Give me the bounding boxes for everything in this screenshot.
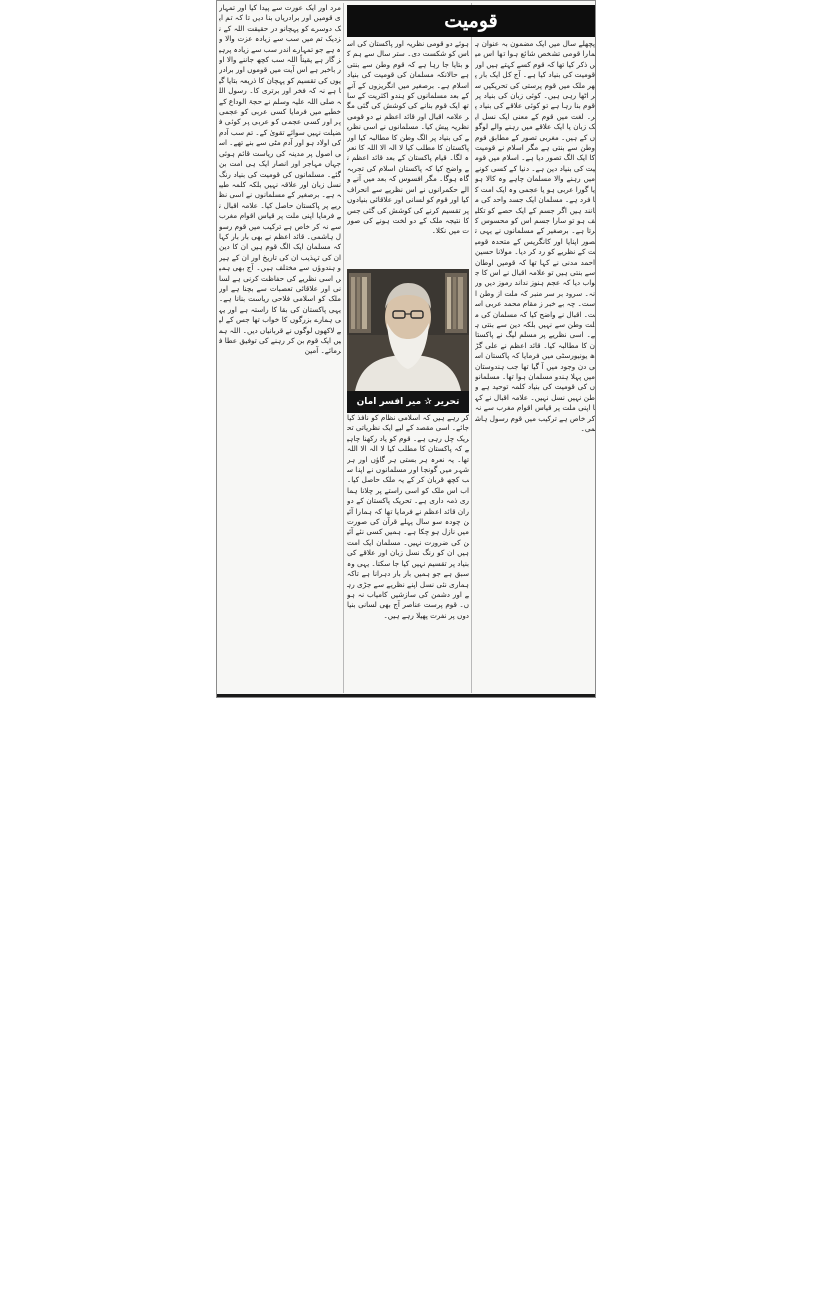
bottom-border-rule <box>217 694 595 697</box>
article-column-middle-lower <box>347 413 469 695</box>
column-divider <box>343 3 344 693</box>
article-body-left: مرد اور ایک عورت سے پیدا کیا اور تمہاری قومیں اور برادریاں بنا دیں تا کہ تم ایک دوسرے کو پہچانو در حقیقت اللہ کے نزدیک تم میں سب سے زیادہ عزت والا وہ ہے جو تمہارے اندر سب سے زیادہ پرہیز گار ہے یقیناً اللہ سب کچھ جاننے والا اور باخبر ہے اس آیت میں قوموں اور برادریوں کی تقسیم کو پہچان کا ذریعہ بتایا گیا ہے نہ کہ فخر اور برتری کا۔ رسول اللہ صلی اللہ علیہ وسلم نے حجۃ الوداع کے خطبے میں فرمایا کسی عربی کو عجمی پر اور کسی عجمی کو عربی پر کوئی فضیلت نہیں سوائے تقویٰ کے۔ تم سب آدم کی اولاد ہو اور آدم مٹی سے بنے تھے۔ اسی اصول پر مدینہ کی ریاست قائم ہوئی جہاں مہاجر اور انصار ایک ہی امت بن گئے۔ مسلمانوں کی قومیت کی بنیاد رنگ نسل زبان اور علاقہ نہیں بلکہ کلمہ طیبہ ہے۔ برصغیر کے مسلمانوں نے اسی نظریے پر پاکستان حاصل کیا۔ علامہ اقبال نے فرمایا اپنی ملت پر قیاس اقوام مغرب سے نہ کر خاص ہے ترکیب میں قوم رسول ہاشمی۔ قائد اعظم نے بھی بار بار کہا کہ مسلمان ایک الگ قوم ہیں ان کا دین ان کی تہذیب ان کی تاریخ اور ان کے ہیرو ہندوؤں سے مختلف ہیں۔ آج بھی ہمیں اسی نظریے کی حفاظت کرنی ہے لسانی اور علاقائی تعصبات سے بچنا ہے اور ملک کو اسلامی فلاحی ریاست بنانا ہے۔ یہی پاکستان کی بقا کا راستہ ہے اور یہی ہمارے بزرگوں کا خواب تھا جس کے لیے لاکھوں لوگوں نے قربانیاں دیں۔ اللہ ہمیں ایک قوم بن کر رہنے کی توفیق عطا فرمائے۔ آمین <box>219 3 341 356</box>
article-title: قومیت <box>444 10 498 32</box>
author-portrait-image <box>347 269 469 391</box>
article-column-right <box>475 39 595 695</box>
author-byline: تحریر ✰ میر افسر امان <box>347 391 469 413</box>
article-body-right: پچھلے سال میں ایک مضمون بہ عنوان ہمارا قومی تشخص شائع ہوا تھا اس میں ذکر کیا تھا کہ قوم کسے کہتے ہیں اور قومیت کی بنیاد کیا ہے۔ آج کل ایک بار پھر ملک میں قوم پرستی کی تحریکیں سر اٹھا رہی ہیں۔ کوئی زبان کی بنیاد پر قوم بنا رہا ہے تو کوئی علاقے کی بنیاد پر۔ لغت میں قوم کے معنی ایک نسل ایک زبان یا ایک علاقے میں رہنے والے لوگوں کے ہیں۔ مغربی تصور کے مطابق قوم وطن سے بنتی ہے مگر اسلام نے قومیت کا ایک الگ تصور دیا ہے۔ اسلام میں قومیت کی بنیاد دین ہے۔ دنیا کے کسی کونے میں رہنے والا مسلمان چاہے وہ کالا ہو یا گورا عربی ہو یا عجمی وہ ایک امت کا فرد ہے۔ مسلمان ایک جسد واحد کی مانند ہیں اگر جسم کے ایک حصے کو تکلیف ہو تو سارا جسم اس کو محسوس کرتا ہے۔ برصغیر کے مسلمانوں نے یہی تصور اپنایا اور کانگریس کے متحدہ قومیت کے نظریے کو رد کر دیا۔ مولانا حسین احمد مدنی نے کہا تھا کہ قومیں اوطان سے بنتی ہیں تو علامہ اقبال نے اس کا جواب دیا کہ عجم ہنوز نداند رموز دیں ورنہ۔ سرود بر سر منبر کہ ملت از وطن است۔ چہ بے خبر ز مقام محمد عربی است۔ اقبال نے واضح کیا کہ مسلمان کی ملت وطن سے نہیں بلکہ دین سے بنتی ہے۔ اسی نظریے پر مسلم لیگ نے پاکستان کا مطالبہ کیا۔ قائد اعظم نے علی گڑھ یونیورسٹی میں فرمایا کہ پاکستان اسی دن وجود میں آ گیا تھا جب ہندوستان میں پہلا ہندو مسلمان ہوا تھا۔ مسلمانوں کی قومیت کی بنیاد کلمہ توحید ہے وطن نہیں نسل نہیں۔ علامہ اقبال نے کہا اپنی ملت پر قیاس اقوام مغرب سے نہ کر خاص ہے ترکیب میں قوم رسول ہاشمی۔ <box>475 39 595 434</box>
article-body-middle-lower: کر رہے ہیں کہ اسلامی نظام کو نافذ کیا جائے۔ اسی مقصد کے لیے ایک نظریاتی تحریک چل رہی ہے۔ قوم کو یاد رکھنا چاہیے کہ پاکستان کا مطلب کیا لا الہ الا اللہ تھا۔ یہ نعرہ ہر بستی ہر گاؤں اور ہر شہر میں گونجا اور مسلمانوں نے اپنا سب کچھ قربان کر کے یہ ملک حاصل کیا۔ اب اس ملک کو اسی راستے پر چلانا ہماری ذمہ داری ہے۔ تحریک پاکستان کے دوران قائد اعظم نے فرمایا تھا کہ ہمارا آئین چودہ سو سال پہلے قرآن کی صورت میں نازل ہو چکا ہے۔ ہمیں کسی نئے آئین کی ضرورت نہیں۔ مسلمان ایک امت ہیں ان کو رنگ نسل زبان اور علاقے کی بنیاد پر تقسیم نہیں کیا جا سکتا۔ یہی وہ سبق ہے جو ہمیں بار بار دہرانا ہے تاکہ ہماری نئی نسل اپنے نظریے سے جڑی رہے اور دشمن کی سازشیں کامیاب نہ ہوں۔ قوم پرست عناصر آج بھی لسانی بنیادوں پر نفرت پھیلا رہے ہیں۔ <box>347 413 469 620</box>
newspaper-clipping <box>216 0 596 698</box>
article-column-left <box>219 3 341 695</box>
article-title-banner <box>347 5 595 37</box>
article-body-middle-upper: ہوئے دو قومی نظریہ اور پاکستان کی اساس کو شکست دی۔ ستر سال سے ہم کو بتایا جا رہا ہے کہ قوم وطن سے بنتی ہے حالانکہ مسلمان کی قومیت کی بنیاد اسلام ہے۔ برصغیر میں انگریزوں کے آنے کے بعد مسلمانوں کو ہندو اکثریت کے ساتھ ایک قوم بنانے کی کوشش کی گئی مگر علامہ اقبال اور قائد اعظم نے دو قومی نظریہ پیش کیا۔ مسلمانوں نے اسی نظریے کی بنیاد پر الگ وطن کا مطالبہ کیا اور پاکستان کا مطلب کیا لا الہ الا اللہ کا نعرہ لگا۔ قیام پاکستان کے بعد قائد اعظم نے واضح کیا کہ پاکستان اسلام کی تجربہ گاہ ہوگا۔ مگر افسوس کہ بعد میں آنے والے حکمرانوں نے اس نظریے سے انحراف کیا اور قوم کو لسانی اور علاقائی بنیادوں پر تقسیم کرنے کی کوشش کی گئی جس کا نتیجہ ملک کے دو لخت ہونے کی صورت میں نکلا۔ <box>347 39 469 236</box>
article-column-middle-upper <box>347 39 469 267</box>
column-divider <box>471 3 472 693</box>
author-photo <box>347 269 469 413</box>
